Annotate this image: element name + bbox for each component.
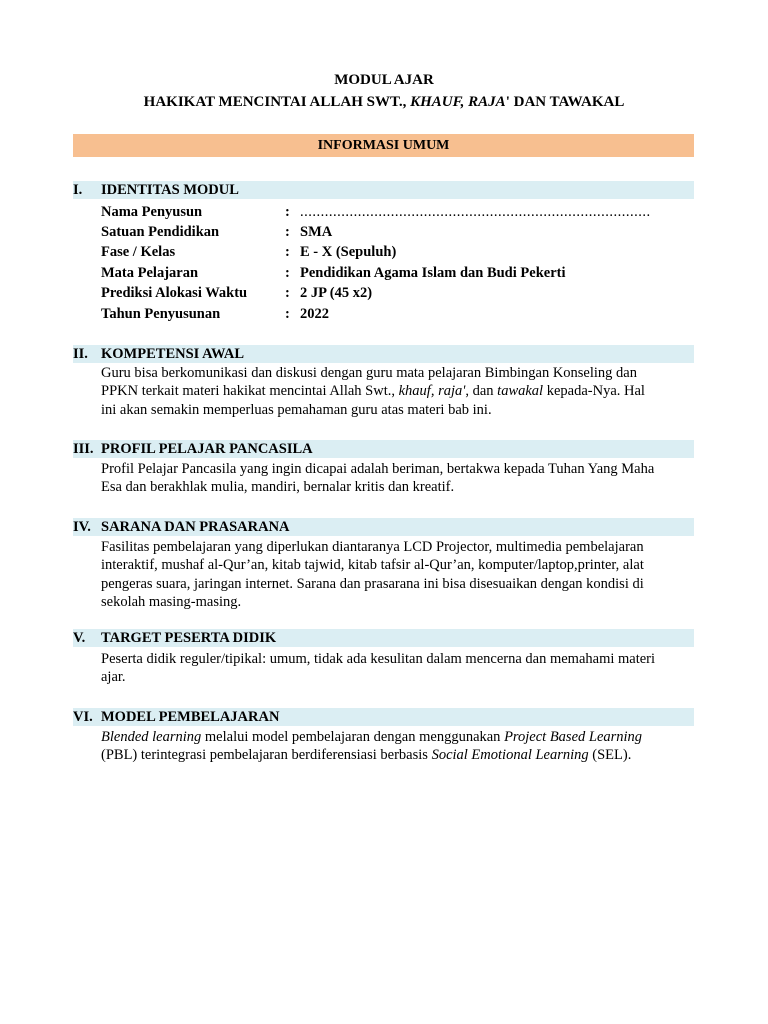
section-number: I. xyxy=(73,182,83,198)
section-header-profil xyxy=(73,440,694,458)
profil-paragraph: Profil Pelajar Pancasila yang ingin dicapai adalah beriman, bertakwa kepada Tuhan Yang Maha Esa dan berakhlak mulia, mandiri, bernalar kritis dan kreatif. xyxy=(101,461,655,496)
sarana-paragraph: Fasilitas pembelajaran yang diperlukan diantaranya LCD Projector, multimedia pembelajaran interaktif, mushaf al-Qur’an, kitab tajwid, kitab tafsir al-Qur’an, komputer/laptop,printer, alat pengeras suara, jaringan internet. Sarana dan prasarana ini bisa disesuaikan dengan kondisi di sekolah masing-masing. xyxy=(101,539,644,610)
section-number: IV. xyxy=(73,519,91,535)
identity-value: ..................................................................................... xyxy=(300,204,651,220)
section-number: III. xyxy=(73,441,94,457)
kompetensi-paragraph: Guru bisa berkomunikasi dan diskusi dengan guru mata pelajaran Bimbingan Konseling dan PPKN terkait materi hakikat mencintai Allah Swt., khauf, raja', dan tawakal kepada-Nya. Hal ini akan semakin memperluas pemahaman guru atas materi bab ini. xyxy=(101,365,645,418)
identity-value: Pendidikan Agama Islam dan Budi Pekerti xyxy=(300,265,566,281)
identity-colon: : xyxy=(285,224,290,240)
section-header-model xyxy=(73,708,694,726)
section-number: II. xyxy=(73,346,88,362)
identity-label: Nama Penyusun xyxy=(101,204,203,220)
section-title: PROFIL PELAJAR PANCASILA xyxy=(101,441,313,457)
section-title: KOMPETENSI AWAL xyxy=(101,346,245,362)
section-title: MODEL PEMBELAJARAN xyxy=(101,709,280,725)
identity-label: Fase / Kelas xyxy=(101,244,176,260)
identity-colon: : xyxy=(285,265,290,281)
identity-colon: : xyxy=(285,285,290,301)
identity-label: Mata Pelajaran xyxy=(101,265,199,281)
identity-label: Satuan Pendidikan xyxy=(101,224,220,240)
identity-label: Tahun Penyusunan xyxy=(101,306,221,322)
identity-value: E - X (Sepuluh) xyxy=(300,244,397,260)
identity-value: SMA xyxy=(300,224,333,240)
document-title: MODUL AJAR xyxy=(334,72,434,88)
identity-colon: : xyxy=(285,244,290,260)
info-umum-bar: INFORMASI UMUM xyxy=(73,134,694,157)
section-header-kompetensi xyxy=(73,345,694,363)
section-title: IDENTITAS MODUL xyxy=(101,182,239,198)
identity-colon: : xyxy=(285,306,290,322)
target-paragraph: Peserta didik reguler/tipikal: umum, tidak ada kesulitan dalam mencerna dan memahami materi ajar. xyxy=(101,651,656,686)
document-subtitle: HAKIKAT MENCINTAI ALLAH SWT., KHAUF, RAJA' DAN TAWAKAL xyxy=(143,94,625,110)
section-header-sarana xyxy=(73,518,694,536)
section-header-identitas xyxy=(73,181,694,199)
identity-value: 2 JP (45 x2) xyxy=(300,285,373,301)
identity-value: 2022 xyxy=(300,306,329,322)
section-title: SARANA DAN PRASARANA xyxy=(101,519,290,535)
section-number: V. xyxy=(73,630,86,646)
section-number: VI. xyxy=(73,709,93,725)
section-title: TARGET PESERTA DIDIK xyxy=(101,630,277,646)
section-header-target xyxy=(73,629,694,647)
identity-colon: : xyxy=(285,204,290,220)
identity-label: Prediksi Alokasi Waktu xyxy=(101,285,248,301)
model-paragraph: Blended learning melalui model pembelajaran dengan menggunakan Project Based Learning (PBL) terintegrasi pembelajaran berdiferensiasi berbasis Social Emotional Learning (SEL). xyxy=(101,729,643,764)
